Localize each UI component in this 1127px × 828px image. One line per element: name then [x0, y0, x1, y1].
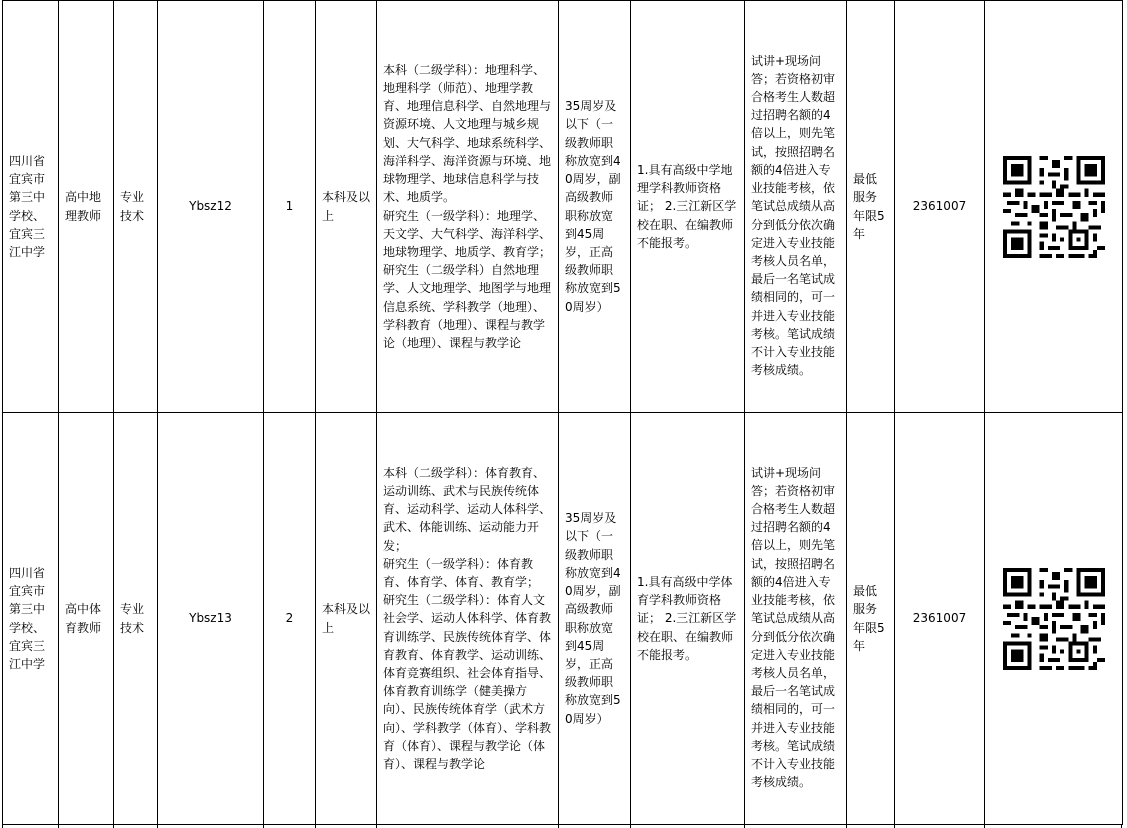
exam-method-text: 试讲+现场问答；若资格初审合格考生人数超过招聘名额的4倍以上，则先笔试，按照招聘名额的4倍进入专业技能考核，依笔试总成绩从高分到低分依次确定进入专业技能考核人员名单，最后一名笔试成绩相同的，可一并进入专业技能考核。笔试成绩不计入专业技能考核成绩。 — [751, 53, 836, 378]
education-cell: 本科及以上 — [316, 1, 377, 413]
service-years-cell: 最低服务年限5年 — [847, 413, 895, 825]
position-cell: 高中体育教师 — [59, 413, 114, 825]
category-cell: 专业技术 — [114, 413, 158, 825]
other-requirements-cell: 1.具有高级中学体育学科教师资格证； 2.三江新区学校在职、在编教师不能报考。 — [631, 413, 745, 825]
hire-count-cell: 2 — [264, 413, 316, 825]
major-cell — [377, 1, 559, 413]
position-cell: 高中地理教师 — [59, 1, 114, 413]
education-cell: 本科及以上 — [316, 413, 377, 825]
position-code-cell: Ybsz12 — [158, 1, 264, 413]
category-cell: 专业技术 — [114, 1, 158, 413]
next-row-edge — [2, 824, 1122, 828]
table-row — [3, 413, 1123, 825]
exam-method-cell — [745, 413, 847, 825]
hire-count-cell: 1 — [264, 1, 316, 413]
unit-cell: 四川省宜宾市第三中学校、宜宾三江中学 — [3, 1, 59, 413]
phone-cell: 2361007 — [895, 413, 985, 825]
qr-cell — [985, 413, 1123, 825]
qr-code-icon — [1003, 156, 1105, 258]
age-cell: 35周岁及以下（一级教师职称放宽到40周岁，副高级教师职称放宽到45周岁，正高级教师职称放宽到50周岁） — [559, 413, 631, 825]
qr-code-icon — [1003, 568, 1105, 670]
age-cell: 35周岁及以下（一级教师职称放宽到40周岁，副高级教师职称放宽到45周岁，正高级教师职称放宽到50周岁） — [559, 1, 631, 413]
unit-cell: 四川省宜宾市第三中学校、宜宾三江中学 — [3, 413, 59, 825]
exam-method-text: 试讲+现场问答；若资格初审合格考生人数超过招聘名额的4倍以上，则先笔试，按照招聘名额的4倍进入专业技能考核，依笔试总成绩从高分到低分依次确定进入专业技能考核人员名单，最后一名笔试成绩相同的，可一并进入专业技能考核。笔试成绩不计入专业技能考核成绩。 — [751, 465, 836, 790]
major-text: 本科（二级学科）：体育教育、运动训练、武术与民族传统体育、运动科学、运动人体科学、武术、体能训练、运动能力开发； 研究生（一级学科）：体育教育、体育学、体育、教育学； 研究生（二级学科）：体育人文社会学、运动人体科学、体育教育训练学、民族传统体育学、体育教育、体育教学、运动训练、体育竞赛组织、社会体育指导、体育教育训练学（健美操方向）、民族传统体育学（武术方向）、学科教学（体育）、学科教育（体育）、课程与教学论（体育）、课程与教学论 — [383, 465, 552, 772]
other-requirements-cell: 1.具有高级中学地理学科教师资格证； 2.三江新区学校在职、在编教师不能报考。 — [631, 1, 745, 413]
qr-cell — [985, 1, 1123, 413]
recruitment-table — [2, 0, 1123, 825]
position-code-cell: Ybsz13 — [158, 413, 264, 825]
major-cell — [377, 413, 559, 825]
exam-method-cell — [745, 1, 847, 413]
service-years-cell: 最低服务年限5年 — [847, 1, 895, 413]
phone-cell: 2361007 — [895, 1, 985, 413]
major-text: 本科（二级学科）：地理科学、地理科学（师范）、地理学教育、地理信息科学、自然地理与资源环境、人文地理与城乡规划、大气科学、地球系统科学、海洋科学、海洋资源与环境、地球物理学、地球信息科学与技术、地质学。 研究生（一级学科）：地理学、天文学、大气科学、海洋科学、地球物理学、地质学、教育学； 研究生（二级学科）自然地理学、人文地理学、地图学与地理信息系统、学科教学（地理）、学科教育（地理）、课程与教学论（地理）、课程与教学论 — [383, 62, 552, 350]
table-row — [3, 1, 1123, 413]
